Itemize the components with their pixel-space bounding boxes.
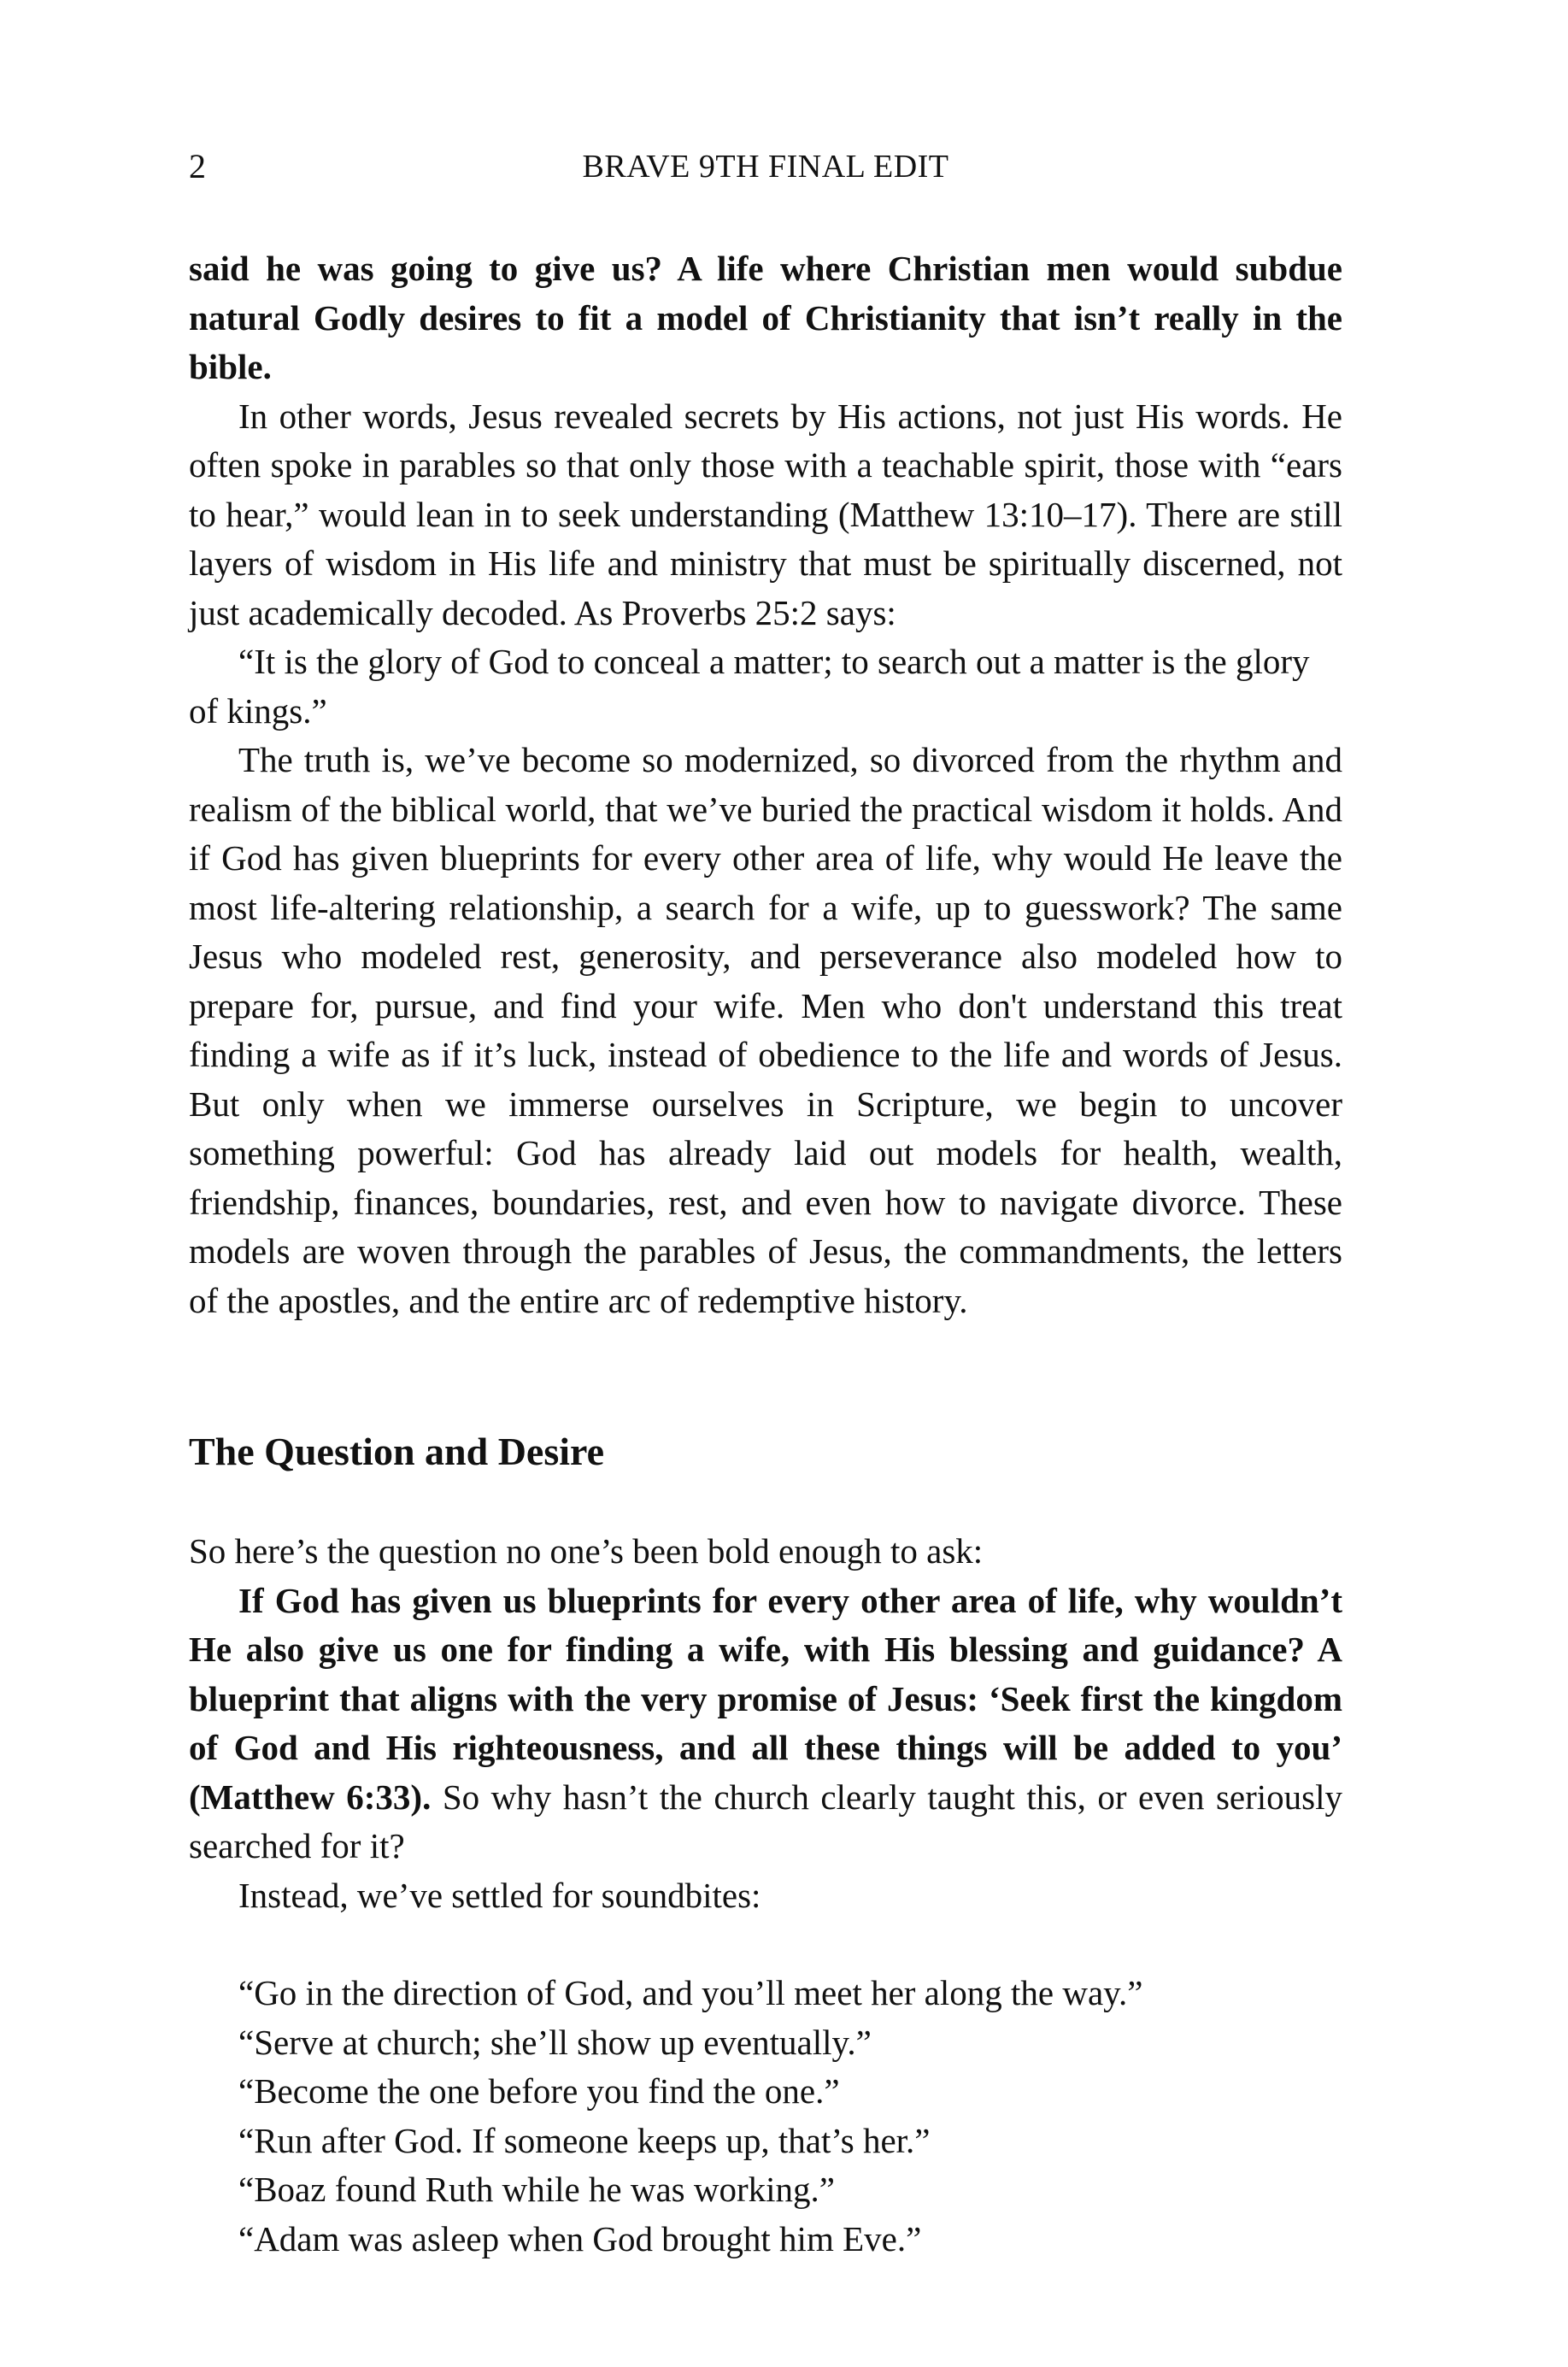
paragraph-parables: In other words, Jesus revealed secrets by His actions, not just His words. He often spoke in parables so that only those with a teachable spirit, those with “ears to hear,” would lean in to seek understanding (Matthew 13:10–17). There are still layers of wisdom in His life and ministry that must be spiritually discerned, not just academically decoded. As Proverbs 25:2 says: <box>189 396 1342 632</box>
section-intro: So here’s the question no one’s been bold enough to ask: <box>189 1531 984 1571</box>
soundbites-intro: Instead, we’ve settled for soundbites: <box>238 1875 761 1915</box>
soundbites-list <box>189 1969 1342 2264</box>
paragraph-modernized: The truth is, we’ve become so modernized, so divorced from the rhythm and realism of the biblical world, that we’ve buried the practical wisdom it holds. And if God has given blueprints for every other area of life, why would He leave the most life-altering relationship, a search for a wife, up to guesswork? The same Jesus who modeled rest, generosity, and perseverance also modeled how to prepare for, pursue, and find your wife. Men who don't understand this treat finding a wife as if it’s luck, instead of obedience to the life and words of Jesus. But only when we immerse ourselves in Scripture, we begin to uncover something powerful: God has already laid out models for health, wealth, friendship, finances, boundaries, rest, and even how to navigate divorce. These models are woven through the parables of Jesus, the commandments, the letters of the apostles, and the entire arc of redemptive history. <box>189 740 1342 1320</box>
running-title: BRAVE 9TH FINAL EDIT <box>582 149 949 185</box>
soundbite-item: “Boaz found Ruth while he was working.” <box>238 2170 835 2209</box>
bold-continuation-paragraph: said he was going to give us? A life where Christian men would subdue natural Godly desires to fit a model of Christianity that isn’t really in the bible. <box>189 249 1342 386</box>
soundbite-item: “Serve at church; she’ll show up eventually.” <box>238 2022 872 2062</box>
soundbite-item: “Run after God. If someone keeps up, that’s her.” <box>238 2120 931 2160</box>
page-body <box>189 244 1342 2264</box>
page-number: 2 <box>189 147 206 185</box>
soundbite-item: “Become the one before you find the one.” <box>238 2071 840 2111</box>
proverbs-quote: “It is the glory of God to conceal a matter; to search out a matter is the glory of kings.” <box>189 642 1310 731</box>
section-heading: The Question and Desire <box>189 1430 605 1473</box>
running-header <box>189 141 1342 192</box>
soundbite-item: “Adam was asleep when God brought him Eve.” <box>238 2218 922 2258</box>
question-rest-text: So why hasn’t the church clearly taught this, or even seriously searched for it? <box>189 1777 1342 1865</box>
soundbite-item: “Go in the direction of God, and you’ll meet her along the way.” <box>238 1973 1143 2012</box>
question-paragraph <box>189 1577 1342 1871</box>
question-bold-text: If God has given us blueprints for every other area of life, why wouldn’t He also give us one for finding a wife, with His blessing and guidance? A blueprint that aligns with the very promise of Jesus: ‘Seek first the kingdom of God and His righteousness, and all these things will be added to you’ (Matthew 6:33). <box>189 1580 1342 1817</box>
